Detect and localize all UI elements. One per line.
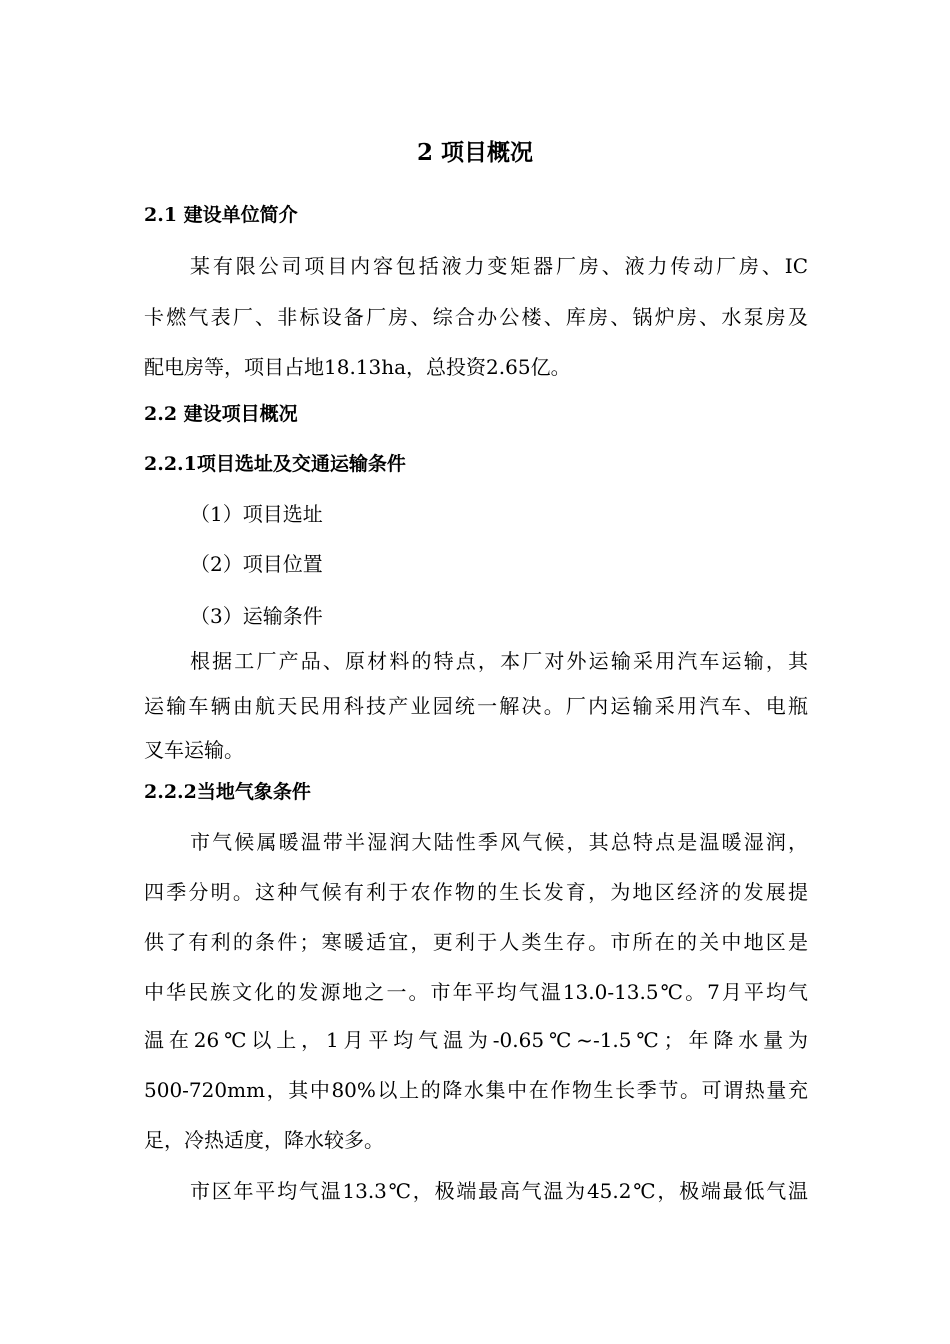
paragraph-line: 运输车辆由航天民用科技产业园统一解决。厂内运输采用汽车、电瓶 [144,694,808,718]
paragraph-line: 500-720mm，其中80%以上的降水集中在作物生长季节。可谓热量充 [144,1078,808,1102]
list-item: （1）项目选址 [190,502,323,526]
paragraph-line: 四季分明。这种气候有利于农作物的生长发育，为地区经济的发展提 [144,880,808,904]
paragraph-line: 中华民族文化的发源地之一。市年平均气温13.0-13.5℃。7月平均气 [144,980,808,1004]
paragraph-line: 某有限公司项目内容包括液力变矩器厂房、液力传动厂房、IC [190,254,808,278]
chapter-title: 2 项目概况 [416,139,533,166]
section-heading-2-1: 2.1 建设单位简介 [144,204,298,226]
paragraph-line: 卡燃气表厂、非标设备厂房、综合办公楼、库房、锅炉房、水泵房及 [144,305,808,329]
paragraph-line: 市区年平均气温13.3℃，极端最高气温为45.2℃，极端最低气温 [190,1179,808,1203]
paragraph-line: 市气候属暖温带半湿润大陆性季风气候，其总特点是温暖湿润， [190,830,808,854]
paragraph-line: 供了有利的条件；寒暖适宜，更利于人类生存。市所在的关中地区是 [144,930,808,954]
section-heading-2-2-1: 2.2.1项目选址及交通运输条件 [144,453,406,475]
paragraph-line: 足，冷热适度，降水较多。 [144,1128,384,1152]
paragraph-line: 根据工厂产品、原材料的特点，本厂对外运输采用汽车运输，其 [190,649,808,673]
list-item: （2）项目位置 [190,552,323,576]
list-item: （3）运输条件 [190,604,323,628]
section-heading-2-2-2: 2.2.2当地气象条件 [144,781,311,803]
paragraph-line: 配电房等，项目占地18.13ha，总投资2.65亿。 [144,355,571,379]
paragraph-line: 叉车运输。 [144,738,244,762]
paragraph-line: 温在26℃以上，1月平均气温为-0.65℃~-1.5℃；年降水量为 [144,1028,808,1052]
section-heading-2-2: 2.2 建设项目概况 [144,403,298,425]
